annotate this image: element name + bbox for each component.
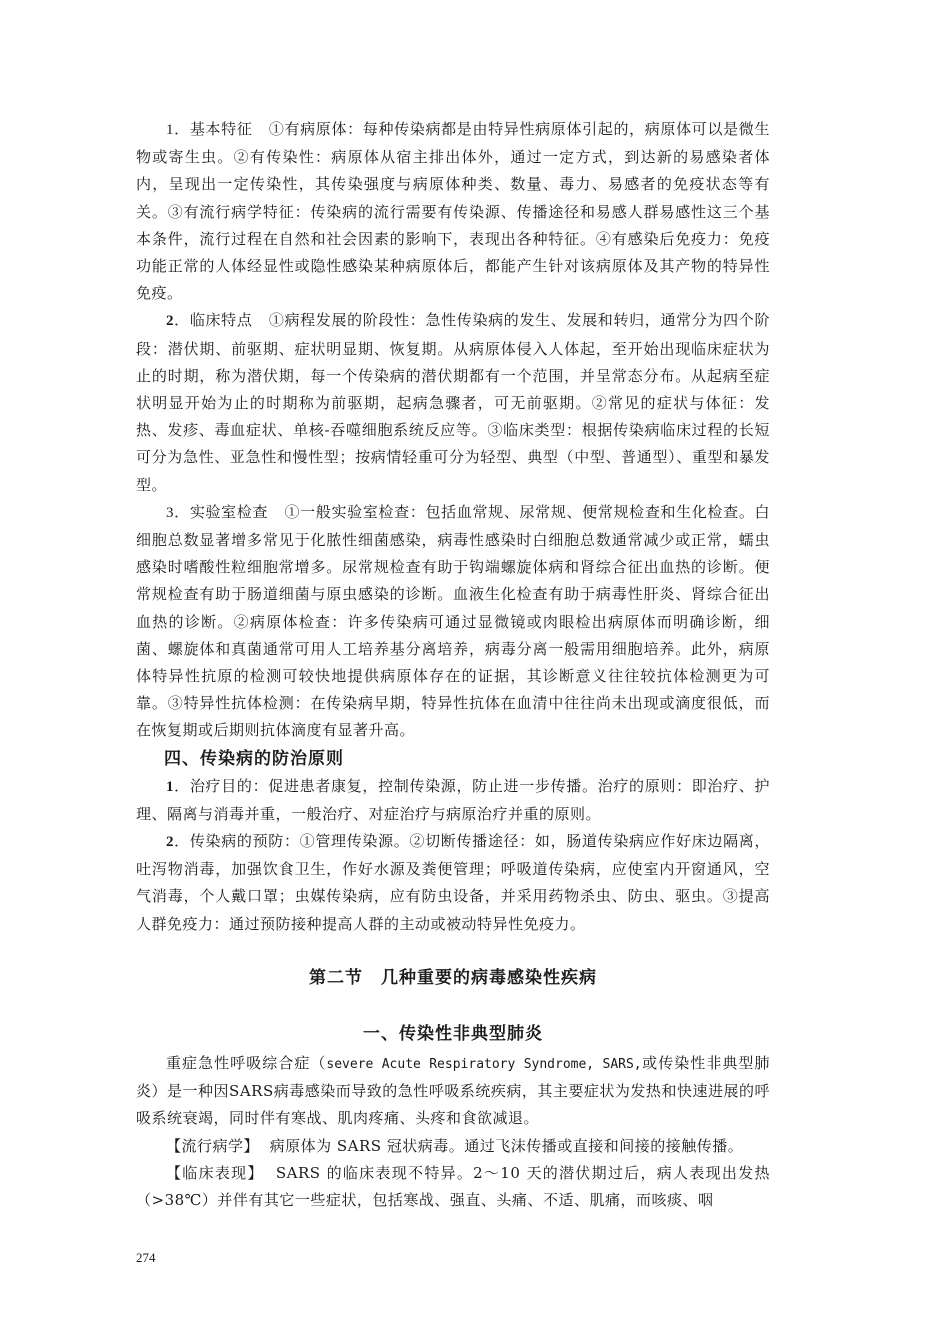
heading-prevention-principles: 四、传染病的防治原则	[164, 748, 344, 769]
paragraph-clinical-features	[136, 307, 770, 498]
item-number: 1	[166, 778, 174, 795]
paragraph-text: ①有病原体：每种传染病都是由特异性病原体引起的，病原体可以是微生物或寄生虫。②有传染性：病原体从宿主排出体外，通过一定方式，到达新的易感染者体内，呈现出一定传染性，其传染强度与病原体种类、数量、毒力、易感者的免疫状态等有关。③有流行病学特征：传染病的流行需要有传染源、传播途径和易感人群易感性这三个基本条件，流行过程在自然和社会因素的影响下，表现出各种特征。④有感染后免疫力：免疫功能正常的人体经显性或隐性感染某种病原体后，都能产生针对该病原体及其产物的特异性免疫。	[136, 120, 770, 303]
page-number: 274	[136, 1250, 156, 1265]
paragraph-text: ①一般实验室检查：包括血常规、尿常规、便常规检查和生化检查。白细胞总数显著增多常见于化脓性细菌感染，病毒性感染时白细胞总数通常减少或正常，蠕虫感染时嗜酸性粒细胞常增多。尿常规检查有助于钩端螺旋体病和肾综合征出血热的诊断。便常规检查有助于肠道细菌与原虫感染的诊断。血液生化检查有助于病毒性肝炎、肾综合征出血热的诊断。②病原体检查：许多传染病可通过显微镜或肉眼检出病原体而明确诊断，细菌、螺旋体和真菌通常可用人工培养基分离培养，病毒分离一般需用细胞培养。此外，病原体特异性抗原的检测可较快地提供病原体存在的证据，其诊断意义往往较抗体检测更为可靠。③特异性抗体检测：在传染病早期，特异性抗体在血清中往往尚未出现或滴度很低，而在恢复期或后期则抗体滴度有显著升高。	[136, 502, 770, 740]
clinical-text: SARS 的临床表现不特异。2～10 天的潜伏期过后，病人表现出发热（>38℃）并伴有其它一些症状，包括寒战、强直、头痛、不适、肌痛，而咳痰、咽	[136, 1163, 770, 1209]
section-title: 第二节 几种重要的病毒感染性疾病	[309, 967, 597, 988]
page-body	[136, 116, 770, 1214]
item-number: 1	[166, 122, 174, 138]
item-label: ．实验室检查	[174, 502, 269, 521]
paragraph-text: ．传染病的预防：①管理传染源。②切断传播途径：如，肠道传染病应作好床边隔离，吐泻物消毒，加强饮食卫生，作好水源及粪便管理；呼吸道传染病，应使室内开窗通风，空气消毒，个人戴口罩；虫媒传染病，应有防虫设备，并采用药物杀虫、防虫、驱虫。③提高人群免疫力：通过预防接种提高人群的主动或被动特异性免疫力。	[136, 832, 770, 933]
item-label: ．基本特征	[174, 120, 253, 138]
item-number: 2	[166, 834, 174, 851]
paragraph-basic-features	[136, 116, 770, 307]
sub-title-sars: 一、传染性非典型肺炎	[363, 1023, 543, 1044]
paragraph-text: ．治疗目的：促进患者康复，控制传染源，防止进一步传播。治疗的原则：即治疗、护理、隔离与消毒并重，一般治疗、对症治疗与病原治疗并重的原则。	[136, 776, 770, 823]
intro-prefix: 重症急性呼吸综合症（	[166, 1053, 327, 1072]
item-number: 3	[166, 504, 174, 521]
paragraph-prevention	[136, 828, 770, 938]
epidemiology-label: 【流行病学】	[166, 1136, 260, 1155]
intro-english-name: severe Acute Respiratory Syndrome, SARS,	[326, 1056, 642, 1072]
item-label: ．临床特点	[174, 311, 253, 330]
paragraph-treatment	[136, 773, 770, 828]
paragraph-text: ①病程发展的阶段性：急性传染病的发生、发展和转归，通常分为四个阶段：潜伏期、前驱期、症状明显期、恢复期。从病原体侵入人体起，至开始出现临床症状为止的时期，称为潜伏期，每一个传染病的潜伏期都有一个范围，并呈常态分布。从起病至症状明显开始为止的时期称为前驱期，起病急骤者，可无前驱期。②常见的症状与体征：发热、发疹、毒血症状、单核-吞噬细胞系统反应等。③临床类型：根据传染病临床过程的长短可分为急性、亚急性和慢性型；按病情轻重可分为轻型、典型（中型、普通型）、重型和暴发型。	[136, 311, 770, 494]
paragraph-sars-intro	[136, 1050, 770, 1133]
clinical-label: 【临床表现】	[166, 1163, 264, 1182]
paragraph-clinical-presentation	[136, 1160, 770, 1214]
paragraph-epidemiology	[136, 1133, 770, 1160]
paragraph-lab-tests	[136, 499, 770, 745]
epidemiology-text: 病原体为 SARS 冠状病毒。通过飞沫传播或直接和间接的接触传播。	[269, 1136, 744, 1155]
item-number: 2	[166, 313, 174, 330]
intro-suffix: 或传染性非典型肺炎）是一种因SARS病毒感染而导致的急性呼吸系统疾病，其主要症状为发热和快速进展的呼吸系统衰竭，同时伴有寒战、肌肉疼痛、头疼和食欲减退。	[136, 1053, 770, 1128]
